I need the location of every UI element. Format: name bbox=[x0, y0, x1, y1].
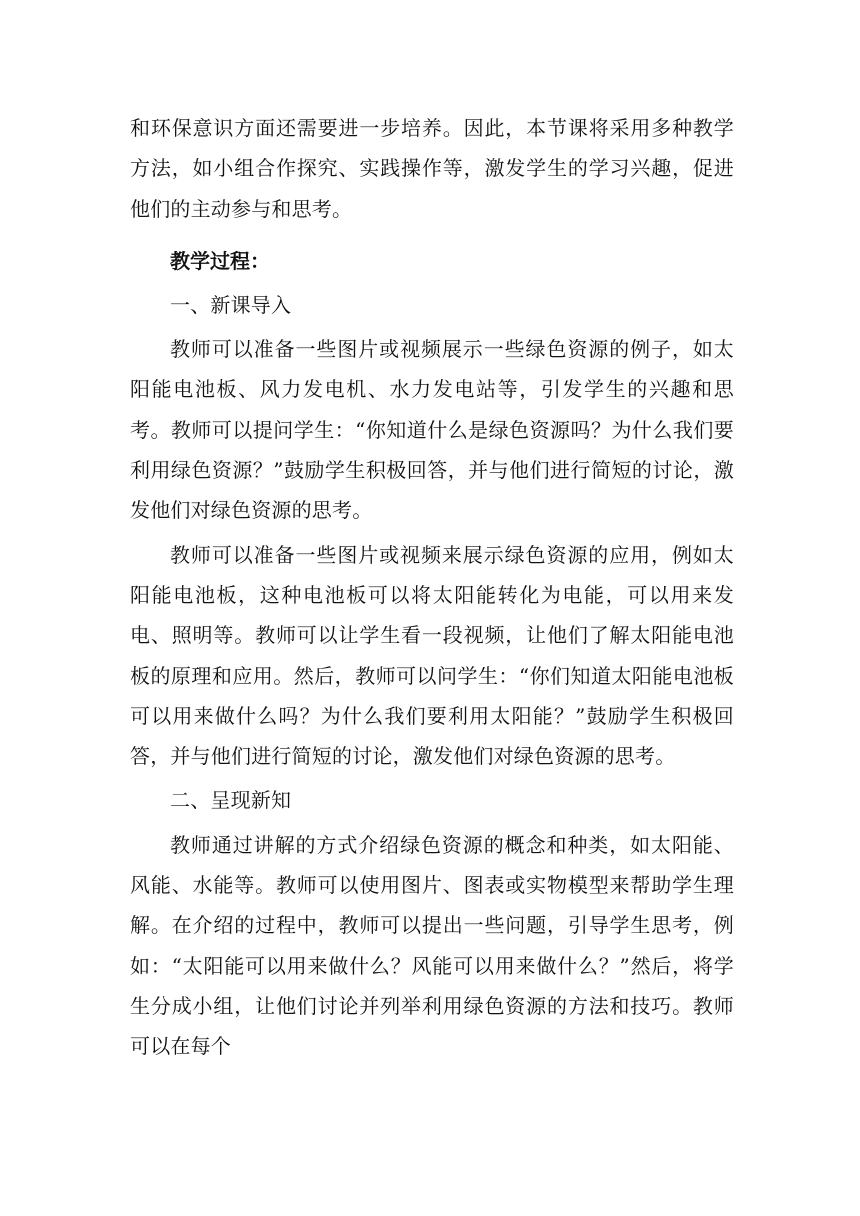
section2-title: 二、呈现新知 bbox=[170, 788, 292, 813]
section1-paragraph-2: 教师可以准备一些图片或视频来展示绿色资源的应用，例如太阳能电池板，这种电池板可以将太阳能转化为电能，可以用来发电、照明等。教师可以让学生看一段视频，让他们了解太阳能电池板的原理和应用。然后，教师可以问学生：“你们知道太阳能电池板可以用来做什么吗？为什么我们要利用太阳能？”鼓励学生积极回答，并与他们进行简短的讨论，激发他们对绿色资源的思考。 bbox=[130, 542, 734, 769]
section1-title: 一、新课导入 bbox=[170, 292, 292, 317]
section2-paragraph-1: 教师通过讲解的方式介绍绿色资源的概念和种类，如太阳能、风能、水能等。教师可以使用图片、图表或实物模型来帮助学生理解。在介绍的过程中，教师可以提出一些问题，引导学生思考，例如：“太阳能可以用来做什么？风能可以用来做什么？”然后，将学生分成小组，让他们讨论并列举利用绿色资源的方法和技巧。教师可以在每个 bbox=[130, 832, 734, 1059]
teaching-process-heading: 教学过程： bbox=[170, 248, 270, 273]
section1-paragraph-1: 教师可以准备一些图片或视频展示一些绿色资源的例子，如太阳能电池板、风力发电机、水力发电站等，引发学生的兴趣和思考。教师可以提问学生：“你知道什么是绿色资源吗？为什么我们要利用绿色资源？”鼓励学生积极回答，并与他们进行简短的讨论，激发他们对绿色资源的思考。 bbox=[130, 337, 734, 523]
document-page bbox=[130, 108, 734, 1067]
intro-paragraph: 和环保意识方面还需要进一步培养。因此，本节课将采用多种教学方法，如小组合作探究、实践操作等，激发学生的学习兴趣，促进他们的主动参与和思考。 bbox=[130, 116, 734, 221]
